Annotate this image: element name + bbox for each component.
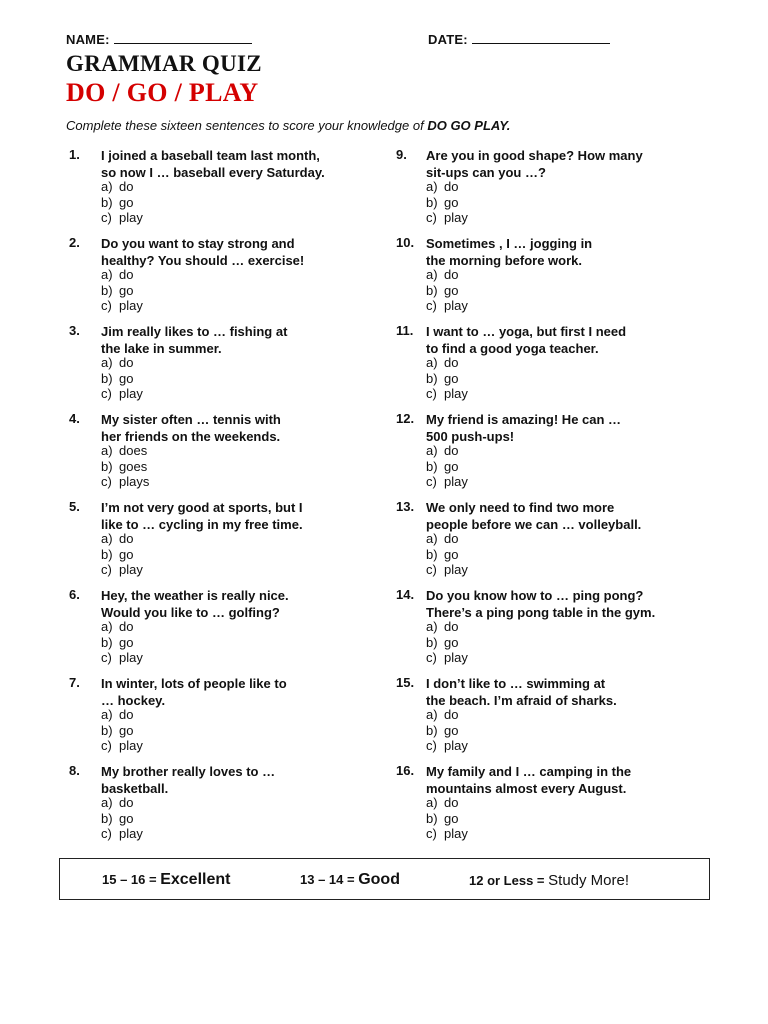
answer-option[interactable] [426, 443, 468, 459]
option-letter: b) [426, 546, 438, 562]
answer-option[interactable] [101, 795, 143, 811]
option-word: go [444, 282, 459, 298]
question-number: 13. [396, 499, 415, 514]
question-text: I want to … yoga, but first I need to find a good yoga teacher. [426, 324, 627, 356]
answer-option[interactable] [426, 826, 468, 842]
option-letter: b) [101, 546, 113, 562]
option-letter: c) [101, 386, 112, 402]
answer-option[interactable] [426, 619, 468, 635]
option-word: go [444, 546, 459, 562]
option-letter: a) [101, 443, 113, 458]
question-text: Sometimes , I … jogging in the morning before work. [426, 236, 593, 268]
option-word: play [444, 562, 468, 578]
answer-option[interactable] [426, 267, 468, 283]
option-word: play [119, 386, 143, 402]
answer-options [101, 355, 143, 402]
option-letter: c) [426, 826, 437, 842]
option-word: go [444, 634, 459, 650]
answer-option[interactable] [426, 459, 468, 475]
option-letter: c) [426, 650, 437, 666]
date-blank-line[interactable] [472, 31, 610, 44]
option-word: play [119, 562, 143, 578]
option-word: do [444, 179, 459, 194]
option-word: do [119, 267, 134, 282]
answer-option[interactable] [426, 811, 468, 827]
option-letter: c) [101, 738, 112, 754]
date-label: DATE: [428, 32, 468, 47]
answer-option[interactable] [426, 298, 468, 314]
option-letter: b) [426, 194, 438, 210]
answer-option[interactable] [101, 355, 143, 371]
option-word: go [119, 282, 134, 298]
answer-options [101, 619, 143, 666]
option-word: do [119, 795, 134, 810]
option-letter: a) [101, 531, 113, 546]
question-number: 10. [396, 235, 415, 250]
option-letter: a) [426, 619, 438, 634]
option-word: do [444, 355, 459, 370]
option-word: go [444, 370, 459, 386]
option-word: go [444, 810, 459, 826]
option-word: play [119, 298, 143, 314]
score-range: 12 or Less = [469, 873, 545, 888]
answer-option[interactable] [101, 210, 143, 226]
option-word: play [444, 386, 468, 402]
option-letter: a) [101, 267, 113, 282]
question-text: I joined a baseball team last month, so now I … baseball every Saturday. [101, 148, 325, 180]
option-letter: b) [101, 634, 113, 650]
question-number: 9. [396, 147, 407, 162]
option-word: do [444, 619, 459, 634]
answer-option[interactable] [101, 283, 143, 299]
scoring-box [59, 858, 710, 900]
option-letter: c) [101, 210, 112, 226]
option-word: do [444, 531, 459, 546]
answer-option[interactable] [101, 635, 143, 651]
option-word: go [119, 810, 134, 826]
option-letter: c) [101, 474, 112, 490]
quiz-subtitle: DO / GO / PLAY [66, 78, 259, 107]
instructions [66, 118, 510, 133]
answer-option[interactable] [426, 210, 468, 226]
answer-options [426, 619, 468, 666]
option-letter: a) [426, 355, 438, 370]
answer-option[interactable] [426, 650, 468, 666]
option-letter: b) [426, 810, 438, 826]
answer-options [101, 179, 143, 226]
option-letter: b) [426, 634, 438, 650]
option-letter: b) [101, 370, 113, 386]
answer-option[interactable] [101, 562, 143, 578]
question-number: 15. [396, 675, 415, 690]
answer-option[interactable] [101, 459, 149, 475]
answer-option[interactable] [101, 179, 143, 195]
question-number: 16. [396, 763, 415, 778]
option-word: do [119, 355, 134, 370]
question-text: I’m not very good at sports, but I like to … cycling in my free time. [101, 500, 303, 532]
answer-option[interactable] [101, 738, 143, 754]
option-letter: c) [426, 474, 437, 490]
instructions-end: . [506, 118, 511, 133]
answer-option[interactable] [101, 474, 149, 490]
question-text: We only need to find two more people before we can … volleyball. [426, 500, 642, 532]
option-word: go [444, 194, 459, 210]
option-letter: c) [426, 298, 437, 314]
score-label: Study More! [548, 872, 630, 889]
answer-option[interactable] [426, 355, 468, 371]
score-range: 13 – 14 = [300, 872, 355, 887]
instructions-text: Complete these sixteen sentences to score your knowledge of [66, 118, 424, 133]
option-word: go [119, 634, 134, 650]
option-word: play [119, 826, 143, 842]
answer-options [426, 795, 468, 842]
answer-option[interactable] [101, 298, 143, 314]
answer-option[interactable] [426, 474, 468, 490]
option-word: do [119, 179, 134, 194]
question-text: In winter, lots of people like to … hockey. [101, 676, 287, 708]
answer-options [426, 707, 468, 754]
option-letter: a) [426, 795, 438, 810]
option-letter: a) [101, 179, 113, 194]
option-letter: c) [426, 738, 437, 754]
option-letter: a) [101, 355, 113, 370]
option-word: go [119, 194, 134, 210]
name-blank-line[interactable] [114, 31, 252, 44]
option-word: do [444, 267, 459, 282]
option-letter: b) [101, 810, 113, 826]
answer-option[interactable] [426, 707, 468, 723]
question-number: 14. [396, 587, 415, 602]
answer-option[interactable] [426, 386, 468, 402]
question-text: I don’t like to … swimming at the beach. I’m afraid of sharks. [426, 676, 617, 708]
question-text: Do you want to stay strong and healthy? You should … exercise! [101, 236, 305, 268]
option-letter: a) [426, 443, 438, 458]
option-word: play [444, 650, 468, 666]
option-letter: a) [426, 179, 438, 194]
answer-options [426, 443, 468, 490]
answer-option[interactable] [101, 650, 143, 666]
question-text: My family and I … camping in the mountains almost every August. [426, 764, 632, 796]
option-word: play [444, 738, 468, 754]
answer-options [101, 531, 143, 578]
option-word: go [119, 370, 134, 386]
answer-option[interactable] [101, 826, 143, 842]
answer-options [426, 267, 468, 314]
option-letter: b) [101, 282, 113, 298]
answer-option[interactable] [101, 443, 149, 459]
question-number: 5. [69, 499, 80, 514]
option-letter: c) [101, 562, 112, 578]
question-text: My friend is amazing! He can … 500 push-ups! [426, 412, 622, 444]
option-word: play [444, 210, 468, 226]
answer-option[interactable] [426, 283, 468, 299]
option-letter: a) [426, 267, 438, 282]
score-label: Excellent [160, 871, 231, 888]
question-text: My sister often … tennis with her friends on the weekends. [101, 412, 281, 444]
option-word: go [444, 722, 459, 738]
question-number: 1. [69, 147, 80, 162]
score-label: Good [358, 871, 400, 888]
answer-options [101, 443, 149, 490]
question-number: 6. [69, 587, 80, 602]
answer-option[interactable] [101, 371, 143, 387]
score-excellent [102, 871, 230, 889]
question-text: Hey, the weather is really nice. Would you like to … golfing? [101, 588, 289, 620]
option-letter: b) [101, 194, 113, 210]
question-number: 4. [69, 411, 80, 426]
option-letter: c) [101, 650, 112, 666]
answer-option[interactable] [101, 531, 143, 547]
option-word: go [444, 458, 459, 474]
answer-option[interactable] [426, 635, 468, 651]
answer-option[interactable] [101, 811, 143, 827]
answer-option[interactable] [101, 547, 143, 563]
name-label: NAME: [66, 32, 110, 47]
option-word: do [119, 531, 134, 546]
question-number: 12. [396, 411, 415, 426]
question-text: Are you in good shape? How many sit-ups can you …? [426, 148, 643, 180]
answer-option[interactable] [426, 195, 468, 211]
option-letter: b) [426, 370, 438, 386]
answer-option[interactable] [101, 195, 143, 211]
answer-options [426, 355, 468, 402]
quiz-title: GRAMMAR QUIZ [66, 51, 262, 76]
question-number: 3. [69, 323, 80, 338]
answer-options [101, 795, 143, 842]
question-number: 2. [69, 235, 80, 250]
option-letter: c) [426, 562, 437, 578]
question-text: Jim really likes to … fishing at the lake in summer. [101, 324, 288, 356]
answer-option[interactable] [426, 562, 468, 578]
option-word: play [119, 738, 143, 754]
option-word: go [119, 546, 134, 562]
score-study-more [469, 872, 629, 889]
option-word: play [444, 474, 468, 490]
option-letter: c) [101, 826, 112, 842]
question-number: 11. [396, 323, 414, 338]
option-word: does [119, 443, 148, 458]
answer-option[interactable] [101, 723, 143, 739]
option-word: plays [119, 474, 150, 490]
option-word: play [444, 826, 468, 842]
answer-option[interactable] [101, 619, 143, 635]
score-good [300, 871, 400, 889]
option-letter: b) [426, 282, 438, 298]
answer-option[interactable] [426, 179, 468, 195]
answer-options [101, 707, 143, 754]
option-word: do [444, 443, 459, 458]
question-number: 7. [69, 675, 80, 690]
option-letter: b) [101, 722, 113, 738]
answer-option[interactable] [426, 547, 468, 563]
instructions-emphasis: DO GO PLAY [427, 118, 507, 133]
option-word: do [444, 707, 459, 722]
answer-option[interactable] [426, 738, 468, 754]
question-number: 8. [69, 763, 80, 778]
option-letter: b) [101, 458, 113, 474]
option-word: play [444, 298, 468, 314]
option-word: do [119, 707, 134, 722]
option-letter: b) [426, 722, 438, 738]
name-field[interactable] [66, 31, 252, 47]
option-word: do [119, 619, 134, 634]
option-word: goes [119, 458, 148, 474]
option-letter: a) [101, 619, 113, 634]
question-text: My brother really loves to … basketball. [101, 764, 276, 796]
score-range: 15 – 16 = [102, 872, 157, 887]
option-word: play [119, 210, 143, 226]
answer-option[interactable] [101, 386, 143, 402]
option-letter: c) [426, 210, 437, 226]
question-text: Do you know how to … ping pong? There’s a ping pong table in the gym. [426, 588, 656, 620]
option-letter: a) [101, 707, 113, 722]
date-field[interactable] [428, 31, 610, 47]
answer-option[interactable] [426, 795, 468, 811]
option-letter: b) [426, 458, 438, 474]
answer-option[interactable] [426, 371, 468, 387]
option-letter: a) [426, 531, 438, 546]
answer-option[interactable] [426, 723, 468, 739]
answer-option[interactable] [426, 531, 468, 547]
option-letter: c) [426, 386, 437, 402]
option-letter: a) [426, 707, 438, 722]
answer-options [426, 531, 468, 578]
answer-option[interactable] [101, 707, 143, 723]
answer-option[interactable] [101, 267, 143, 283]
answer-options [426, 179, 468, 226]
answer-options [101, 267, 143, 314]
option-letter: a) [101, 795, 113, 810]
option-word: play [119, 650, 143, 666]
option-word: do [444, 795, 459, 810]
option-letter: c) [101, 298, 112, 314]
option-word: go [119, 722, 134, 738]
